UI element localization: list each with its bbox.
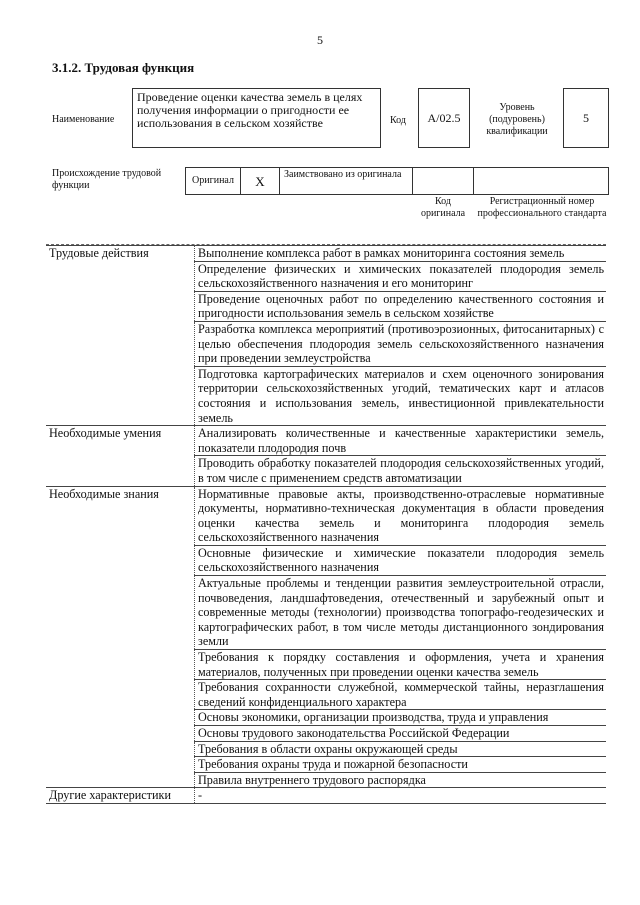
origin-code-box xyxy=(412,167,474,195)
level-value: 5 xyxy=(583,110,589,125)
original-box xyxy=(185,167,241,195)
reg-caption: Регистрационный номер профессионального стандарта xyxy=(477,196,607,219)
list-item: Требования к порядку составления и оформления, учета и хранения материалов, полученных при проведении оценки качества земель xyxy=(195,650,607,680)
table-row xyxy=(46,426,606,456)
list-item: Правила внутреннего трудового распорядка xyxy=(195,772,607,788)
list-item: Основные физические и химические показатели плодородия земель сельскохозяйственного назначения xyxy=(195,545,607,575)
list-item: Определение физических и химических показателей плодородия земель сельскохозяйственного назначения и его мониторинг xyxy=(195,261,607,291)
page-number: 5 xyxy=(317,33,323,47)
list-item: Анализировать количественные и качественные характеристики земель, показатели плодородия почв xyxy=(195,426,607,456)
function-details-table xyxy=(46,245,606,804)
code-label: Код xyxy=(390,115,406,126)
name-label: Наименование xyxy=(52,114,115,125)
origin-label: Происхождение трудовой функции xyxy=(52,168,162,191)
code-value: А/02.5 xyxy=(427,110,461,125)
list-item: Требования сохранности служебной, коммерческой тайны, неразглашения сведений конфиденциального характера xyxy=(195,680,607,710)
table-row xyxy=(46,246,606,262)
table-row xyxy=(46,788,606,804)
code-caption: Код оригинала xyxy=(420,196,466,219)
function-name-value: Проведение оценки качества земель в целях получения информации о пригодности ее использования в сельском хозяйстве xyxy=(137,90,363,130)
row-label: Другие характеристики xyxy=(46,788,195,804)
function-name-box xyxy=(132,88,381,148)
list-item: Подготовка картографических материалов и схем оценочного зонирования территории сельскохозяйственных угодий, тематических карт и атласов состояния и использования земель, инвестиционной привлекательности земель xyxy=(195,366,607,425)
list-item: Основы трудового законодательства Российской Федерации xyxy=(195,726,607,742)
original-mark: X xyxy=(255,173,265,189)
list-item: Актуальные проблемы и тенденции развития землеустроительной отрасли, почвоведения, ландшафтоведения, отечественный и зарубежный опыт и современные методы (технологии) производства топографо-геодезических и картографических работ, в том числе методы дистанционного зондирования земли xyxy=(195,576,607,650)
origin-reg-box xyxy=(473,167,609,195)
borrowed-label: Заимствовано из оригинала xyxy=(284,169,402,180)
list-item: Нормативные правовые акты, производственно-отраслевые нормативные документы, нормативно-техническая документация в области проведения оценки качества земель и мониторинга плодородия земель сельскохозяйственного назначения xyxy=(195,486,607,545)
list-item: Требования охраны труда и пожарной безопасности xyxy=(195,757,607,773)
section-title: 3.1.2. Трудовая функция xyxy=(52,60,195,75)
list-item: Выполнение комплекса работ в рамках мониторинга состояния земель xyxy=(195,246,607,262)
list-item: Проведение оценочных работ по определению качественного состояния и пригодности использования земель в сельском хозяйстве xyxy=(195,291,607,321)
code-box xyxy=(418,88,470,148)
list-item: - xyxy=(195,788,607,804)
level-box xyxy=(563,88,609,148)
original-label: Оригинал xyxy=(192,175,234,186)
borrowed-box xyxy=(279,167,413,195)
list-item: Требования в области охраны окружающей среды xyxy=(195,741,607,757)
list-item: Основы экономики, организации производства, труда и управления xyxy=(195,710,607,726)
original-mark-box xyxy=(240,167,280,195)
row-label: Необходимые умения xyxy=(46,426,195,486)
row-label: Трудовые действия xyxy=(46,246,195,426)
table-row xyxy=(46,486,606,545)
list-item: Разработка комплекса мероприятий (противоэрозионных, фитосанитарных) с целью обеспечения плодородия земель сельскохозяйственного назначения при проведении землеустройства xyxy=(195,321,607,366)
list-item: Проводить обработку показателей плодородия сельскохозяйственных угодий, в том числе с применением средств автоматизации xyxy=(195,456,607,486)
row-label: Необходимые знания xyxy=(46,486,195,788)
level-label: Уровень (подуровень) квалификации xyxy=(486,102,548,137)
